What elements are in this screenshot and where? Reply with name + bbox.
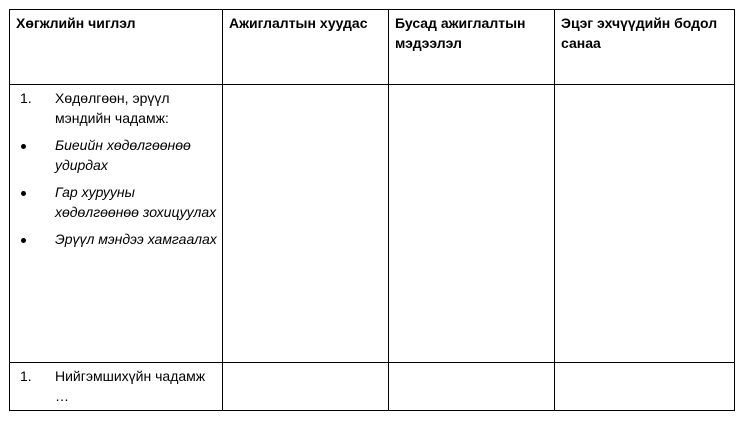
item-title: Нийгэмшихүйн чадамж … <box>55 368 206 404</box>
header-cell-development-area <box>10 10 223 85</box>
header-row <box>10 10 735 85</box>
header-development-area: Хөгжлийн чиглэл <box>16 15 136 31</box>
list-item-text: Гар хурууны хөдөлгөөнөө зохицуулах <box>55 184 217 220</box>
header-other-observation: Бусад ажиглалтын мэдээлэл <box>395 15 526 51</box>
bullet-icon <box>21 144 26 149</box>
header-cell-other-observation <box>389 10 555 85</box>
header-cell-observation-sheet <box>223 10 389 85</box>
list-item-text: Эрүүл мэндээ хамгаалах <box>55 231 217 247</box>
list-item-text: Биеийн хөдөлгөөнөө удирдах <box>55 137 191 173</box>
numbered-item <box>10 85 222 128</box>
header-parents-opinion: Эцэг эхчүүдийн бодол санаа <box>561 15 718 51</box>
parents-opinion-cell <box>555 85 735 363</box>
item-number: 1. <box>20 90 32 106</box>
list-item <box>10 182 222 222</box>
header-cell-parents-opinion <box>555 10 735 85</box>
development-area-cell <box>10 85 223 363</box>
numbered-item <box>10 363 222 406</box>
other-observation-cell <box>389 85 555 363</box>
list-item <box>10 135 222 175</box>
development-area-cell <box>10 363 223 411</box>
item-title: Хөдөлгөөн, эрүүл мэндийн чадамж: <box>55 90 170 126</box>
table-row <box>10 85 735 363</box>
other-observation-cell <box>389 363 555 411</box>
table-row <box>10 363 735 411</box>
bullet-icon <box>21 238 26 243</box>
item-number: 1. <box>20 368 32 384</box>
observation-sheet-cell <box>223 85 389 363</box>
header-observation-sheet: Ажиглалтын хуудас <box>229 15 368 31</box>
observation-sheet-cell <box>223 363 389 411</box>
development-observation-table <box>9 9 735 411</box>
parents-opinion-cell <box>555 363 735 411</box>
bullet-list <box>10 135 222 249</box>
list-item <box>10 229 222 249</box>
bullet-icon <box>21 191 26 196</box>
